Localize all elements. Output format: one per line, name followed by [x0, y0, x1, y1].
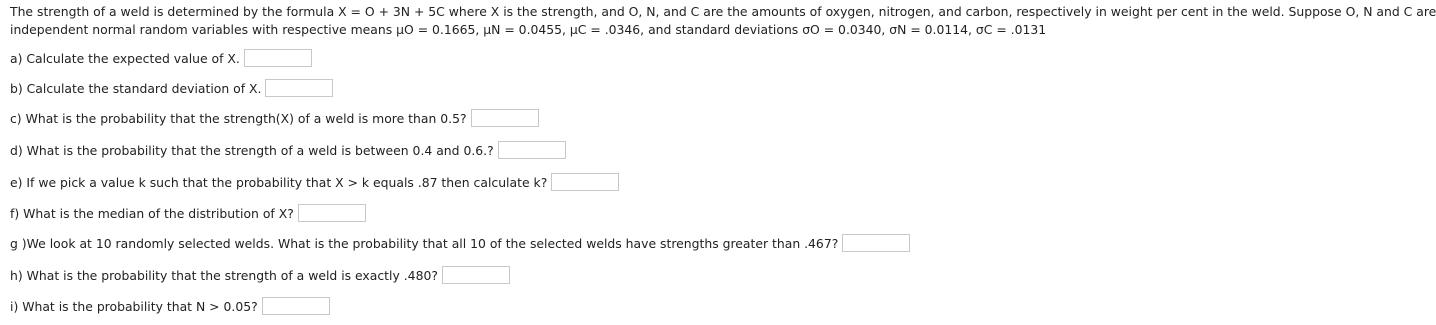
question-c-label: c) What is the probability that the strength(X) of a weld is more than 0.5? [10, 110, 467, 126]
question-b [10, 79, 333, 97]
answer-i-input[interactable] [262, 297, 330, 315]
question-h [10, 266, 510, 284]
problem-line-2: independent normal random variables with respective means μO = 0.1665, μN = 0.0455, μC = .0346, and standard deviations σO = 0.0340, σN = 0.0114, σC = .0131 [10, 22, 1047, 37]
question-c [10, 109, 539, 127]
question-b-label: b) Calculate the standard deviation of X. [10, 80, 262, 96]
question-f [10, 204, 366, 222]
problem-line-1: The strength of a weld is determined by the formula X = O + 3N + 5C where X is the strength, and O, N, and C are the amounts of oxygen, nitrogen, and carbon, respectively in weight per cent in the weld. Suppose O, N and C are [10, 4, 1436, 19]
question-d [10, 141, 566, 159]
question-i [10, 297, 330, 315]
answer-b-input[interactable] [265, 79, 333, 97]
answer-e-input[interactable] [551, 173, 619, 191]
answer-h-input[interactable] [442, 266, 510, 284]
answer-f-input[interactable] [298, 204, 366, 222]
answer-d-input[interactable] [498, 141, 566, 159]
question-g [10, 234, 910, 252]
problem-statement [10, 3, 1436, 39]
question-d-label: d) What is the probability that the strength of a weld is between 0.4 and 0.6.? [10, 142, 494, 158]
answer-a-input[interactable] [244, 49, 312, 67]
question-f-label: f) What is the median of the distribution of X? [10, 205, 294, 221]
question-h-label: h) What is the probability that the strength of a weld is exactly .480? [10, 267, 438, 283]
question-e-label: e) If we pick a value k such that the probability that X > k equals .87 then calculate k? [10, 174, 548, 190]
question-a [10, 49, 312, 67]
question-i-label: i) What is the probability that N > 0.05? [10, 298, 258, 314]
answer-c-input[interactable] [471, 109, 539, 127]
question-g-label: g )We look at 10 randomly selected welds. What is the probability that all 10 of the selected welds have strengths greater than .467? [10, 235, 839, 251]
answer-g-input[interactable] [842, 234, 910, 252]
question-e [10, 173, 619, 191]
question-a-label: a) Calculate the expected value of X. [10, 50, 240, 66]
